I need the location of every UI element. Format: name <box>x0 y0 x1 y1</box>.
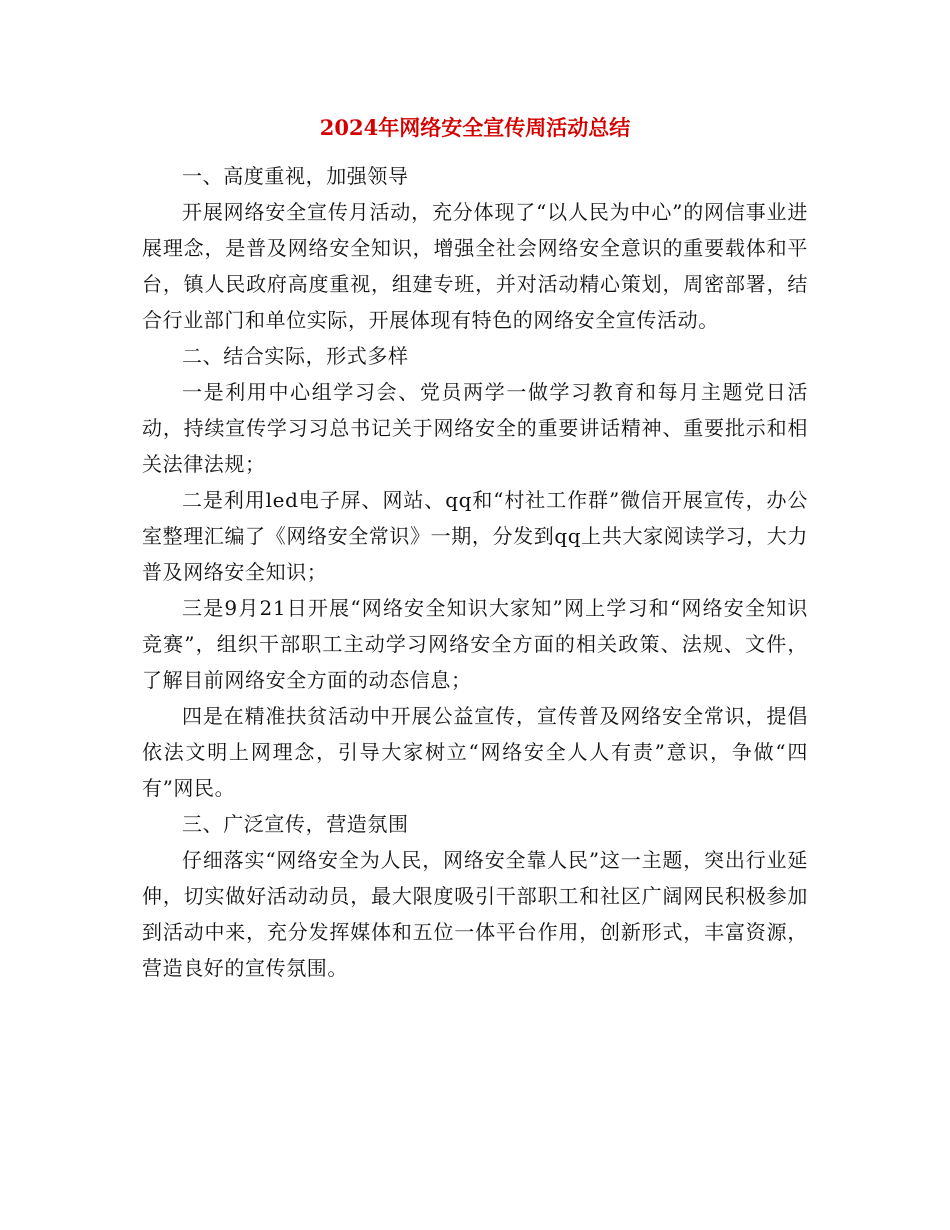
section-heading-2: 二、结合实际，形式多样 <box>182 344 409 368</box>
paragraph: 仔细落实“网络安全为人民，网络安全靠人民”这一主题，突出行业延伸，切实做好活动动员，最大限度吸引干部职工和社区广阔网民积极参加到活动中来，充分发挥媒体和五位一体平台作用，创新形式，丰富资源，营造良好的宣传氛围。 <box>142 848 808 980</box>
paragraph: 一是利用中心组学习会、党员两学一做学习教育和每月主题党日活动，持续宣传学习习总书记关于网络安全的重要讲话精神、重要批示和相关法律法规； <box>142 380 808 476</box>
document-title: 2024年网络安全宣传周活动总结 <box>319 115 631 140</box>
section-heading-1: 一、高度重视，加强领导 <box>182 164 409 188</box>
paragraph: 四是在精准扶贫活动中开展公益宣传，宣传普及网络安全常识，提倡依法文明上网理念，引导大家树立“网络安全人人有责”意识，争做“四有”网民。 <box>142 704 808 800</box>
section-heading-3: 三、广泛宣传，营造氛围 <box>182 812 409 836</box>
paragraph: 三是9月21日开展“网络安全知识大家知”网上学习和“网络安全知识竞赛”，组织干部职工主动学习网络安全方面的相关政策、法规、文件，了解目前网络安全方面的动态信息； <box>142 596 808 692</box>
document-body <box>142 158 808 986</box>
paragraph: 二是利用led电子屏、网站、qq和“村社工作群”微信开展宣传，办公室整理汇编了《网络安全常识》一期，分发到qq上共大家阅读学习，大力普及网络安全知识； <box>142 488 808 584</box>
paragraph: 开展网络安全宣传月活动，充分体现了“以人民为中心”的网信事业进展理念，是普及网络安全知识，增强全社会网络安全意识的重要载体和平台，镇人民政府高度重视，组建专班，并对活动精心策划，周密部署，结合行业部门和单位实际，开展体现有特色的网络安全宣传活动。 <box>142 200 808 332</box>
